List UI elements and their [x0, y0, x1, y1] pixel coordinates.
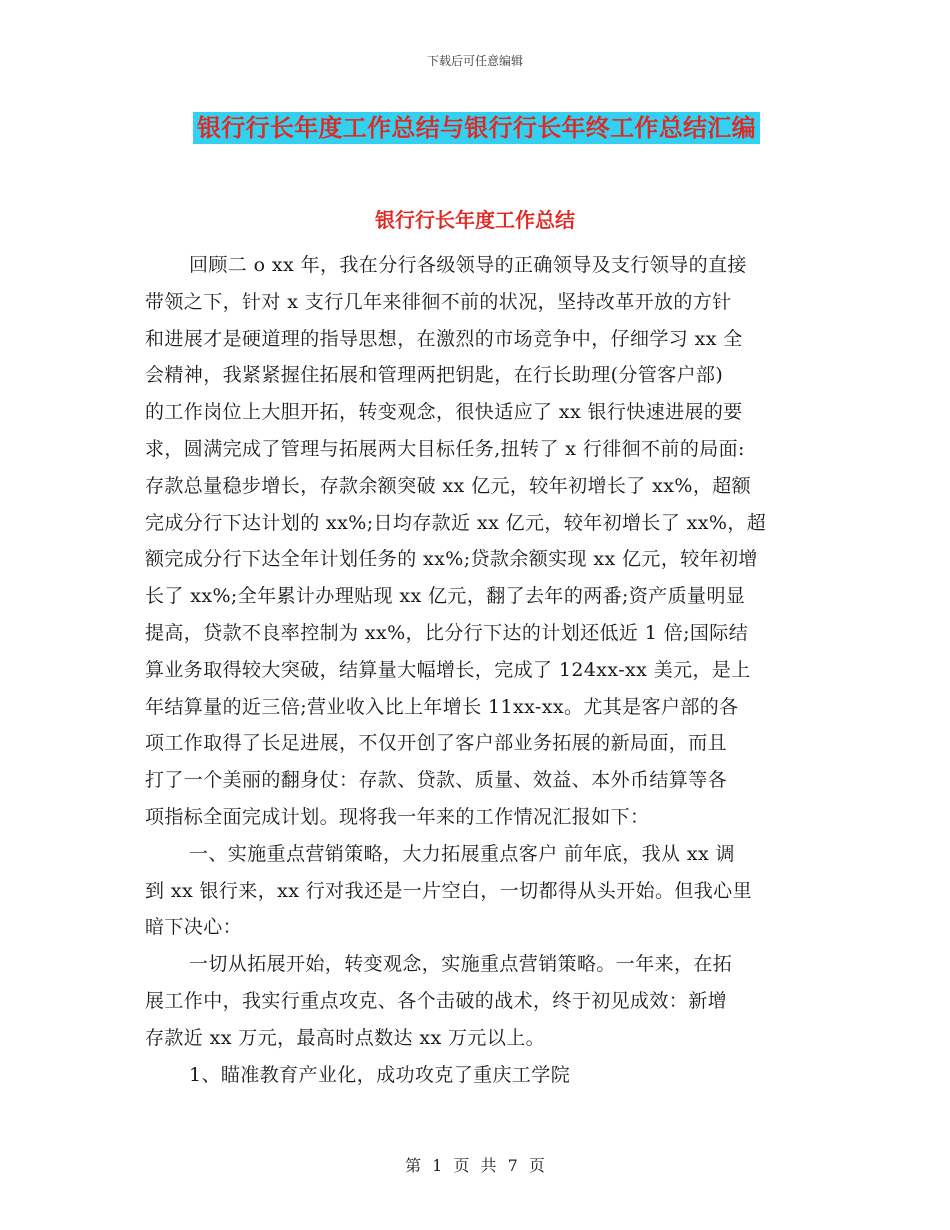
paragraph-line: 项指标全面完成计划。现将我一年来的工作情况汇报如下： — [145, 805, 650, 828]
paragraph-line: 展工作中，我实行重点攻克、各个击破的战术，终于初见成效：新增 — [145, 989, 728, 1012]
paragraph-line: 完成分行下达计划的 xx%;日均存款近 xx 亿元，较年初增长了 xx%，超 — [145, 511, 767, 534]
paragraph-line: 和进展才是硬道理的指导思想，在激烈的市场竞争中，仔细学习 xx 全 — [145, 327, 743, 350]
paragraph-line: 存款总量稳步增长，存款余额突破 xx 亿元，较年初增长了 xx%，超额 — [145, 474, 752, 497]
header-note: 下载后可任意编辑 — [426, 54, 523, 68]
paragraph-line: 求，圆满完成了管理与拓展两大目标任务,扭转了 x 行徘徊不前的局面: — [145, 437, 745, 460]
paragraph-line: 打了一个美丽的翻身仗：存款、贷款、质量、效益、本外币结算等各 — [145, 769, 728, 792]
paragraph-line: 长了 xx%;全年累计办理贴现 xx 亿元，翻了去年的两番;资产质量明显 — [145, 585, 746, 608]
page-footer: 第 1 页 共 7 页 — [405, 1156, 545, 1175]
body-text — [145, 247, 810, 1093]
paragraph-line: 一切从拓展开始，转变观念，实施重点营销策略。一年来，在拓 — [189, 953, 733, 976]
section-title: 银行行长年度工作总结 — [375, 208, 575, 232]
paragraph-line: 1、瞄准教育产业化，成功攻克了重庆工学院 — [189, 1063, 571, 1086]
paragraph-line: 的工作岗位上大胆开拓，转变观念，很快适应了 xx 银行快速进展的要 — [145, 401, 743, 424]
paragraph-line: 会精神，我紧紧握住拓展和管理两把钥匙，在行长助理(分管客户部) — [145, 364, 724, 387]
paragraph-line: 额完成分行下达全年计划任务的 xx%;贷款余额实现 xx 亿元，较年初增 — [145, 548, 758, 571]
paragraph-line: 带领之下，针对 x 支行几年来徘徊不前的状况，坚持改革开放的方针 — [145, 290, 732, 313]
paragraph-line: 暗下决心： — [145, 916, 243, 939]
paragraph-line: 存款近 xx 万元，最高时点数达 xx 万元以上。 — [145, 1026, 546, 1049]
paragraph-line: 年结算量的近三倍;营业收入比上年增长 11xx-xx。尤其是客户部的各 — [145, 695, 739, 718]
paragraph-line: 项工作取得了长足进展，不仅开创了客户部业务拓展的新局面，而且 — [145, 732, 728, 755]
paragraph-line: 算业务取得较大突破，结算量大幅增长，完成了 124xx-xx 美元，是上 — [145, 658, 751, 681]
paragraph-line: 回顾二 o xx 年，我在分行各级领导的正确领导及支行领导的直接 — [189, 254, 747, 276]
paragraph-line: 一、实施重点营销策略，大力拓展重点客户 前年底，我从 xx 调 — [189, 842, 735, 865]
paragraph-line: 到 xx 银行来，xx 行对我还是一片空白，一切都得从头开始。但我心里 — [145, 879, 752, 902]
paragraph-line: 提高，贷款不良率控制为 xx%，比分行下达的计划还低近 1 倍;国际结 — [145, 621, 749, 644]
main-title: 银行行长年度工作总结与银行行长年终工作总结汇编 — [193, 112, 760, 144]
